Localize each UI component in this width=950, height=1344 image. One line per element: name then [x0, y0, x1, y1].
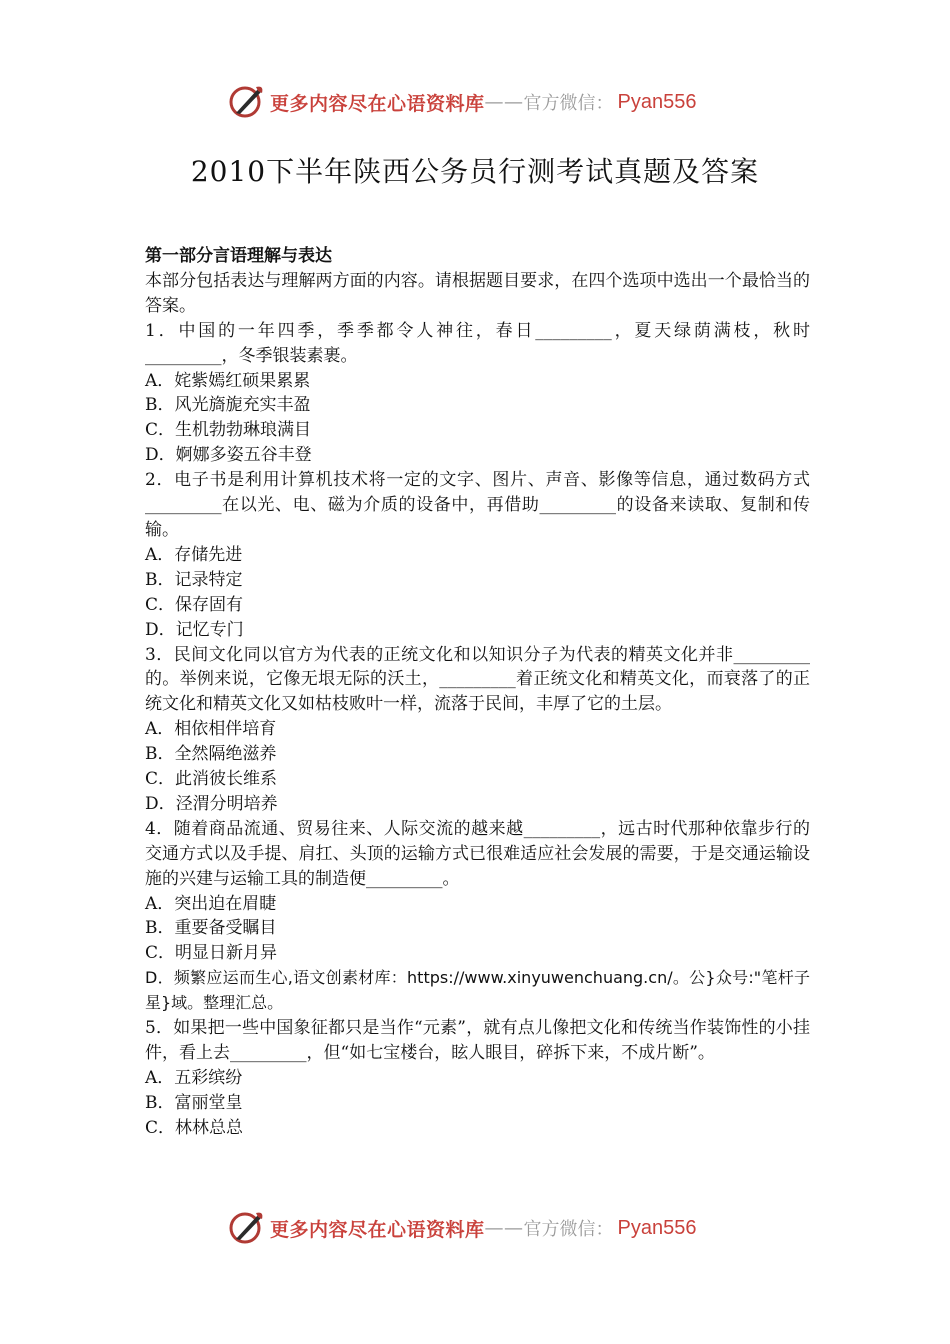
q2-option-b: B．记录特定 [145, 569, 243, 590]
banner-text: 更多内容尽在心语资料库 [270, 92, 485, 115]
q1-option-c: C．生机勃勃琳琅满目 [145, 420, 312, 441]
q1-option-d: D．婀娜多姿五谷丰登 [145, 445, 312, 466]
q1-option-a: A．姹紫嫣红硕果累累 [145, 370, 311, 391]
q3-option-d: D．泾渭分明培养 [145, 793, 278, 814]
banner-wechat-id: Pyan556 [617, 1216, 697, 1239]
banner-wechat-id: Pyan556 [617, 90, 697, 113]
quill-logo-icon [228, 1209, 266, 1247]
banner-separator: —— [484, 91, 524, 113]
header-banner [228, 82, 718, 122]
question-1: 1．中国的一年四季，季季都令人神往，春日_________，夏天绿荫满枝，秋时_________，冬季银装素裹。 [145, 320, 810, 366]
banner-wechat-label: 官方微信： [523, 1219, 614, 1240]
quill-logo-icon [228, 83, 266, 121]
q5-option-b: B．富丽堂皇 [145, 1092, 243, 1113]
section-heading: 第一部分言语理解与表达 [145, 246, 332, 266]
q4-option-c: C．明显日新月异 [145, 943, 278, 964]
q2-option-d: D．记忆专门 [145, 619, 244, 640]
q4-option-d: D．频繁应运而生心,语文创素材库：https://www.xinyuwenchuang.cn/。公}众号:"笔杆子星}域。整理汇总。 [145, 968, 810, 1013]
q5-option-c: C．林林总总 [145, 1117, 244, 1138]
section-intro: 本部分包括表达与理解两方面的内容。请根据题目要求，在四个选项中选出一个最恰当的答案。 [145, 270, 810, 316]
document-title: 2010下半年陕西公务员行测考试真题及答案 [190, 155, 760, 188]
question-3: 3．民间文化同以官方为代表的正统文化和以知识分子为代表的精英文化并非_________的。举例来说，它像无垠无际的沃土，_________着正统文化和精英文化，而衰落了的正统文化和精英文化又如枯枝败叶一样，流落于民间，丰厚了它的土层。 [145, 644, 810, 715]
banner-wechat-label: 官方微信： [523, 93, 614, 114]
q1-option-b: B．风光旖旎充实丰盈 [145, 395, 311, 416]
q4-option-a: A．突出迫在眉睫 [145, 893, 277, 914]
banner-separator: —— [484, 1217, 524, 1239]
q4-option-b: B．重要备受瞩目 [145, 918, 277, 939]
q2-option-a: A．存储先进 [145, 544, 243, 565]
q3-option-b: B．全然隔绝滋养 [145, 744, 277, 765]
question-4: 4．随着商品流通、贸易往来、人际交流的越来越_________，远古时代那种依靠步行的交通方式以及手提、肩扛、头顶的运输方式已很难适应社会发展的需要，于是交通运输设施的兴建与运输工具的制造便_________。 [145, 818, 810, 889]
q5-option-a: A．五彩缤纷 [145, 1067, 243, 1088]
footer-banner [228, 1208, 718, 1248]
document-body [145, 244, 810, 1141]
q3-option-c: C．此消彼长维系 [145, 769, 278, 790]
question-2: 2．电子书是利用计算机技术将一定的文字、图片、声音、影像等信息，通过数码方式_________在以光、电、磁为介质的设备中，再借助_________的设备来读取、复制和传输。 [145, 470, 810, 540]
q3-option-a: A．相依相伴培育 [145, 719, 277, 740]
q2-option-c: C．保存固有 [145, 594, 244, 615]
banner-text: 更多内容尽在心语资料库 [270, 1218, 485, 1241]
question-5: 5．如果把一些中国象征都只是当作“元素”，就有点儿像把文化和传统当作装饰性的小挂件，看上去_________，但“如七宝楼台，眩人眼目，碎拆下来，不成片断”。 [145, 1018, 810, 1063]
